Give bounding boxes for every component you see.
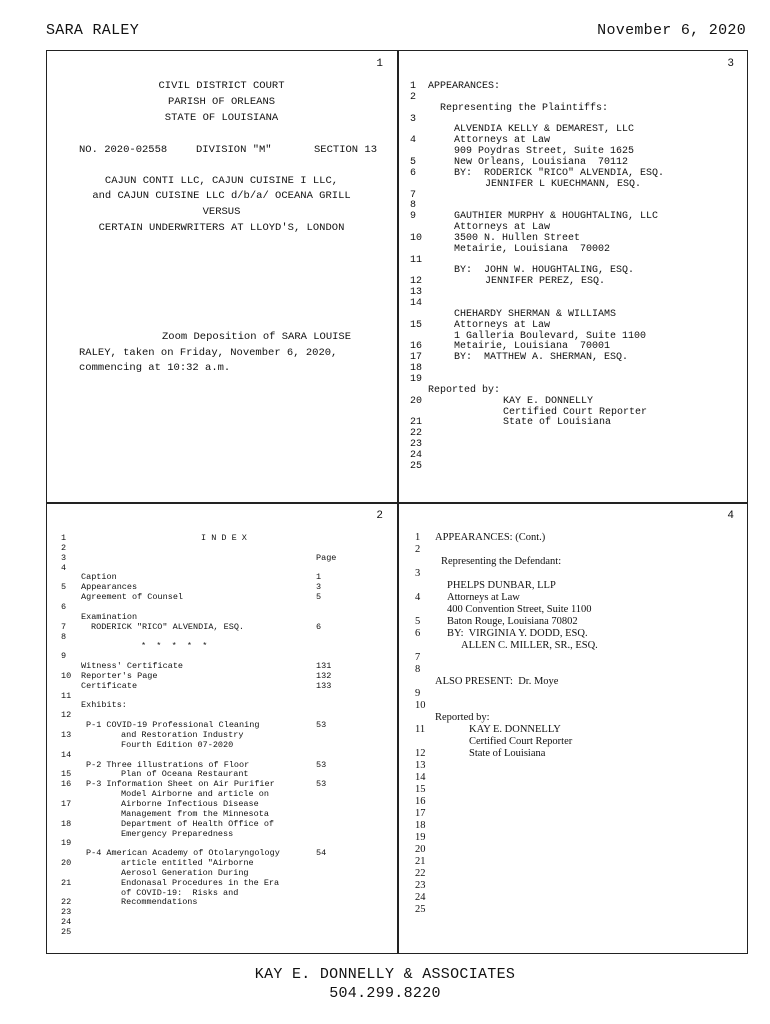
transcript-line: KAY E. DONNELLY [469,724,561,735]
transcript-line: 400 Convention Street, Suite 1100 [447,604,592,615]
deposition-line: commencing at 10:32 a.m. [79,362,231,374]
transcript-line: Emergency Preparedness [121,828,234,839]
line-number: 20 [410,395,423,407]
line-number: 21 [415,856,426,867]
line-number: 2 [61,542,67,553]
case-caption-line: and CAJUN CUISINE LLC d/b/a/ OCEANA GRILL [92,190,351,202]
line-number: 21 [410,417,423,429]
line-number: 9 [410,211,417,223]
line-number: 7 [410,189,417,201]
court-name: CIVIL DISTRICT COURT [158,80,285,92]
transcript-line: Certified Court Reporter [503,406,648,418]
transcript-line: Page [316,552,337,563]
page-number: 1 [376,58,383,70]
transcript-line: Attorneys at Law [454,135,551,147]
transcript-line: CHEHARDY SHERMAN & WILLIAMS [454,308,617,320]
line-number: 3 [410,113,417,125]
transcript-line: Certified Court Reporter [469,736,573,747]
transcript-line: BY: VIRGINIA Y. DODD, ESQ. [447,628,588,639]
line-number: 10 [61,670,72,681]
transcript-line: and Restoration Industry [121,730,244,740]
transcript-line: Reported by: [435,712,490,723]
transcript-line: Representing the Plaintiffs: [440,102,609,114]
line-number: 8 [410,200,417,212]
line-number: 17 [61,798,72,809]
case-caption-line: CAJUN CONTI LLC, CAJUN CUISINE I LLC, [104,175,339,187]
line-number: 11 [410,254,423,266]
line-number: 22 [415,868,426,879]
line-number: 2 [415,544,421,555]
transcript-line: Witness' Certificate [81,661,184,672]
line-number: 6 [415,628,421,639]
line-number: 18 [410,363,423,375]
line-number: 1 [415,532,421,543]
transcript-line: Model Airborne and article on [121,789,269,800]
transcript-line: 1 Galleria Boulevard, Suite 1100 [454,330,647,342]
transcript-line: Caption [81,572,117,583]
line-number: 14 [410,298,423,309]
line-number: 17 [415,808,426,819]
line-number: 14 [61,749,72,760]
line-number: 3 [415,568,421,579]
line-number: 4 [61,562,67,573]
transcript-line: JENNIFER L KUECHMANN, ESQ. [485,178,642,190]
deposition-line: RALEY, taken on Friday, November 6, 2020, [79,347,338,359]
transcript-page-3 [398,50,748,502]
transcript-line: New Orleans, Louisiana 70112 [454,156,629,168]
transcript-line: KAY E. DONNELLY [503,395,594,407]
transcript-line: BY: JOHN W. HOUGHTALING, ESQ. [454,265,635,277]
line-number: 24 [61,917,72,928]
page-number: 3 [727,58,734,70]
line-number: 13 [410,287,423,299]
index-page-ref: 3 [316,582,322,593]
line-number: 16 [61,779,72,790]
transcript-line: Examination [81,611,138,622]
footer-phone: 504.299.8220 [329,985,441,1002]
transcript-line: GAUTHIER MURPHY & HOUGHTALING, LLC [454,211,659,223]
transcript-line: ALLEN C. MILLER, SR., ESQ. [461,640,598,651]
line-number: 1 [410,81,417,92]
page-number: 4 [727,510,734,522]
line-number: 19 [415,832,426,843]
line-number: 9 [415,688,421,699]
transcript-line: Fourth Edition 07-2020 [121,739,234,750]
line-number: 6 [61,601,67,612]
line-number: 9 [61,651,67,662]
line-number: 23 [415,880,426,891]
index-page-ref: 53 [316,779,327,790]
transcript-line: BY: MATTHEW A. SHERMAN, ESQ. [454,352,629,364]
transcript-line: Airborne Infectious Disease [121,798,259,809]
line-number: 13 [415,760,426,771]
transcript-line: Recommendations [121,897,198,908]
line-number: 10 [410,232,423,244]
transcript-line: Agreement of Counsel [81,592,184,603]
line-number: 23 [61,907,72,918]
line-number: 5 [415,616,421,627]
line-number: 17 [410,352,423,364]
line-number: 22 [61,897,72,908]
court-state: STATE OF LOUISIANA [164,112,279,124]
transcript-line: Appearances [81,582,138,593]
index-page-ref: 53 [316,720,327,731]
transcript-line: I N D E X [201,533,247,543]
transcript-line: Reported by: [428,384,501,396]
index-page-ref: 53 [316,759,327,770]
line-number: 14 [415,772,426,783]
transcript-line: ALVENDIA KELLY & DEMAREST, LLC [454,124,635,136]
transcript-page-1 [46,50,397,502]
transcript-line: Certificate [81,680,138,691]
line-number: 24 [415,892,426,903]
line-number: 20 [61,858,72,869]
line-number: 7 [415,652,421,663]
index-page-ref: 132 [316,670,332,681]
transcript-line: BY: RODERICK "RICO" ALVENDIA, ESQ. [454,167,665,179]
transcript-line: Management from the Minnesota [121,808,269,819]
transcript-line: Representing the Defendant: [441,556,562,567]
line-number: 4 [415,592,421,603]
transcript-line: State of Louisiana [503,417,612,429]
transcript-line: * * * * * [141,641,208,652]
footer-company: KAY E. DONNELLY & ASSOCIATES [254,966,516,983]
transcript-line: P-3 Information Sheet on Air Purifier [86,779,275,790]
deposition-line: Zoom Deposition of SARA LOUISE [162,331,352,343]
transcript-line: Reporter's Page [81,670,158,681]
transcript-line: Aerosol Generation During [121,867,249,878]
transcript-line: State of Louisiana [469,748,546,759]
page-number: 2 [376,510,383,522]
transcript-line: PHELPS DUNBAR, LLP [447,580,556,591]
line-number: 13 [61,730,72,740]
line-number: 3 [61,552,67,563]
line-number: 11 [61,690,72,701]
line-number: 23 [410,439,423,451]
line-number: 11 [415,724,426,735]
line-number: 12 [61,710,72,721]
line-number: 15 [410,319,423,331]
line-number: 16 [415,796,426,807]
transcript-line: P-4 American Academy of Otolaryngology [86,848,280,859]
line-number: 18 [415,820,426,831]
line-number: 8 [61,631,67,642]
transcript-line: Exhibits: [81,700,127,711]
transcript-line: Department of Health Office of [121,818,275,829]
case-caption-line: CERTAIN UNDERWRITERS AT LLOYD'S, LONDON [98,222,345,234]
line-number: 24 [410,449,423,461]
index-page-ref: 5 [316,592,322,603]
line-number: 4 [410,135,417,147]
transcript-line: 909 Poydras Street, Suite 1625 [454,146,635,158]
transcript-line: Attorneys at Law [454,222,551,234]
line-number: 22 [410,428,423,440]
line-number: 18 [61,818,72,829]
line-number: 15 [415,784,426,795]
transcript-line: Baton Rouge, Louisiana 70802 [447,616,578,627]
transcript-line: Metairie, Louisiana 70001 [454,341,611,353]
transcript-line: APPEARANCES: (Cont.) [435,532,546,543]
line-number: 5 [61,582,67,593]
line-number: 5 [410,156,417,168]
court-parish: PARISH OF ORLEANS [167,96,276,108]
transcript-line: Endonasal Procedures in the Era [121,877,280,888]
index-page-ref: 54 [316,848,327,859]
line-number: 20 [415,844,426,855]
case-division: DIVISION "M" [196,144,272,156]
line-number: 8 [415,664,421,675]
transcript-page-2 [46,503,397,954]
case-section: SECTION 13 [314,144,378,156]
line-number: 6 [410,167,417,179]
transcript-line: RODERICK "RICO" ALVENDIA, ESQ. [91,621,245,632]
line-number: 1 [61,533,67,543]
line-number: 25 [415,904,426,915]
transcript-line: Attorneys at Law [454,319,551,331]
transcript-line: article entitled "Airborne [121,858,254,869]
line-number: 7 [61,621,67,632]
transcript-line: P-1 COVID-19 Professional Cleaning [86,720,260,731]
transcript-line: JENNIFER PEREZ, ESQ. [485,276,606,288]
header-witness-name: SARA RALEY [46,22,140,39]
case-number: NO. 2020-02558 [79,144,168,156]
transcript-line: P-2 Three illustrations of Floor [86,759,250,770]
line-number: 15 [61,769,72,780]
header-date: November 6, 2020 [597,22,746,39]
transcript-line: 3500 N. Hullen Street [454,232,581,244]
line-number: 25 [410,460,423,472]
index-page-ref: 131 [316,661,332,672]
line-number: 25 [61,927,72,937]
transcript-line: Plan of Oceana Restaurant [121,769,249,780]
transcript-line: ALSO PRESENT: Dr. Moye [435,676,559,687]
index-page-ref: 1 [316,572,322,583]
line-number: 12 [410,276,423,288]
transcript-line: of COVID-19: Risks and [121,887,239,898]
line-number: 19 [61,838,72,849]
line-number: 21 [61,877,72,888]
case-caption-versus: VERSUS [202,206,241,218]
line-number: 12 [415,748,426,759]
transcript-line: Attorneys at Law [447,592,520,603]
line-number: 10 [415,700,426,711]
line-number: 19 [410,373,423,385]
line-number: 2 [410,91,417,103]
transcript-line: Metairie, Louisiana 70002 [454,243,611,255]
index-page-ref: 6 [316,621,322,632]
line-number: 16 [410,341,423,353]
transcript-line: APPEARANCES: [428,81,501,92]
transcript-page-4 [398,503,748,954]
index-page-ref: 133 [316,680,332,691]
